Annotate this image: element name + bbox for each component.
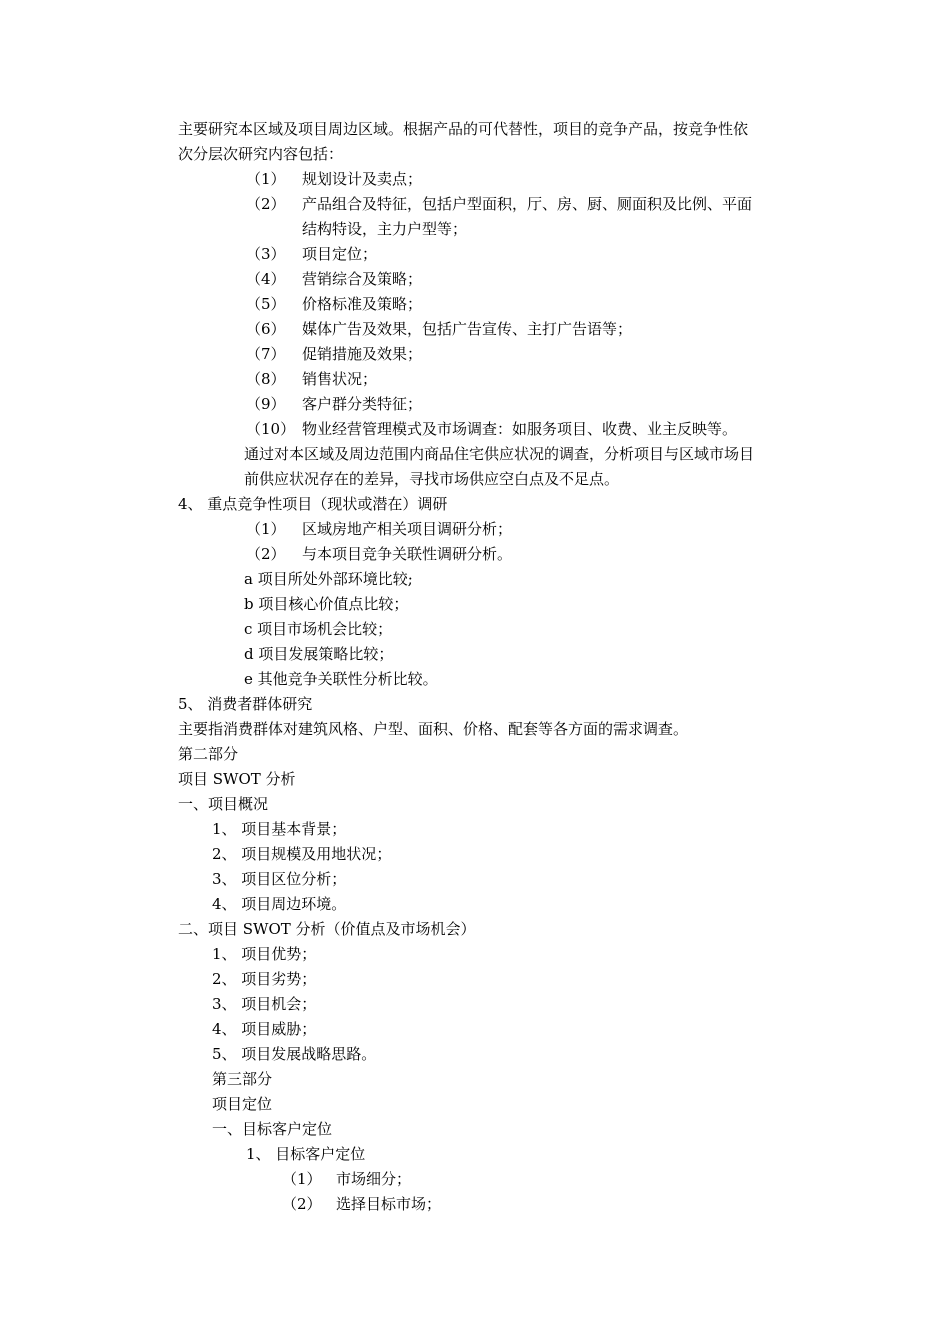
list-item-number: （10） [246,420,296,438]
list-item: 3、 项目区位分析； [212,870,347,888]
list-item-text: 媒体广告及效果，包括广告宣传、主打广告语等； [302,320,633,338]
list-item-text: 产品组合及特征，包括户型面积，厅、房、厨、厕面积及比例、平面 [302,195,753,213]
sub-item: d 项目发展策略比较； [244,645,394,663]
list-item-number: （2） [246,195,286,213]
sub-item: b 项目核心价值点比较； [244,595,409,613]
list-item-text: 项目定位； [302,245,378,263]
intro-line-2: 次分层次研究内容包括： [178,145,344,163]
summary-line-1: 通过对本区域及周边范围内商品住宅供应状况的调查，分析项目与区域市场目 [244,445,755,463]
sub-item: a 项目所处外部环境比较; [244,570,413,588]
list-item-number: （9） [246,395,286,413]
list-item: 2、 项目规模及用地状况； [212,845,392,863]
section-heading: 一、项目概况 [178,795,269,813]
list-item-number: （6） [246,320,286,338]
list-item: 2、 项目劣势； [212,970,317,988]
list-item-number: （3） [246,245,286,263]
section-heading: 4、 重点竞争性项目（现状或潜在）调研 [178,495,448,513]
list-item: 4、 项目威胁； [212,1020,317,1038]
sub-item: e 其他竞争关联性分析比较。 [244,670,438,688]
list-item-number: （1） [246,170,286,188]
intro-line-1: 主要研究本区域及项目周边区域。根据产品的可代替性，项目的竞争产品，按竞争性依 [178,120,749,138]
list-item-text: 与本项目竞争关联性调研分析。 [302,545,513,563]
part-subtitle: 项目定位 [212,1095,273,1113]
section-heading: 一、目标客户定位 [212,1120,333,1138]
list-item-number: （5） [246,295,286,313]
part-subtitle: 项目 SWOT 分析 [178,770,296,788]
list-item-text: 规划设计及卖点； [302,170,423,188]
list-item-text: 市场细分； [336,1170,412,1188]
subsection-heading: 1、 目标客户定位 [246,1145,366,1163]
list-item-text: 营销综合及策略； [302,270,423,288]
section-heading: 5、 消费者群体研究 [178,695,313,713]
list-item-text: 物业经营管理模式及市场调查：如服务项目、收费、业主反映等。 [302,420,738,438]
section-body: 主要指消费群体对建筑风格、户型、面积、价格、配套等各方面的需求调查。 [178,720,689,738]
section-heading: 二、项目 SWOT 分析（价值点及市场机会） [178,920,476,938]
list-item: 1、 项目基本背景； [212,820,347,838]
list-item-number: （2） [282,1195,322,1213]
list-item-text: 选择目标市场； [336,1195,442,1213]
list-item: 3、 项目机会； [212,995,317,1013]
list-item-text: 销售状况； [302,370,378,388]
list-item-text: 促销措施及效果； [302,345,423,363]
list-item-number: （4） [246,270,286,288]
list-item: 4、 项目周边环境。 [212,895,347,913]
list-item-number: （1） [282,1170,322,1188]
list-item-number: （2） [246,545,286,563]
part-title: 第二部分 [178,745,239,763]
list-item-text: 价格标准及策略； [302,295,423,313]
list-item-number: （7） [246,345,286,363]
part-title: 第三部分 [212,1070,273,1088]
list-item-text: 客户群分类特征； [302,395,423,413]
sub-item: c 项目市场机会比较； [244,620,393,638]
list-item-text-continued: 结构特设，主力户型等； [302,220,468,238]
list-item-text: 区域房地产相关项目调研分析； [302,520,513,538]
list-item-number: （1） [246,520,286,538]
summary-line-2: 前供应状况存在的差异，寻找市场供应空白点及不足点。 [244,470,620,488]
list-item-number: （8） [246,370,286,388]
list-item: 1、 项目优势； [212,945,317,963]
list-item: 5、 项目发展战略思路。 [212,1045,377,1063]
